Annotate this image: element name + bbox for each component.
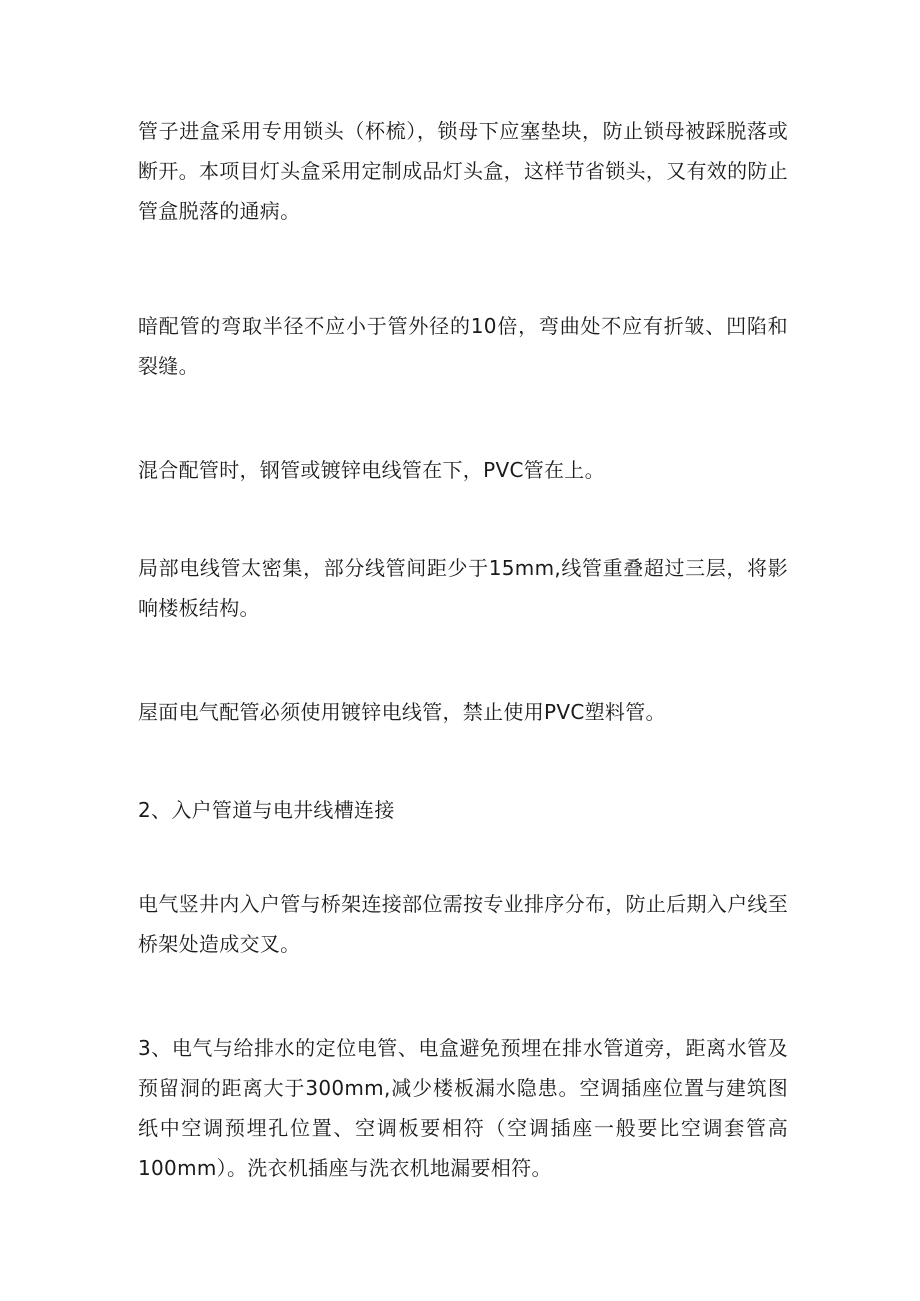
paragraph-mixed-conduit: 混合配管时，钢管或镀锌电线管在下，PVC管在上。 — [138, 458, 605, 482]
paragraph-conduit-box-locknut: 管子进盒采用专用锁头（杯梳），锁母下应塞垫块，防止锁母被踩脱落或断开。本项目灯头盒采用定制成品灯头盒，这样节省锁头，又有效的防止管盒脱落的通病。 — [138, 119, 788, 223]
paragraph-roof-conduit: 屋面电气配管必须使用镀锌电线管，禁止使用PVC塑料管。 — [138, 700, 666, 724]
paragraph-dense-conduit: 局部电线管太密集，部分线管间距少于15mm,线管重叠超过三层，将影响楼板结构。 — [138, 556, 788, 620]
section-heading-2: 2、入户管道与电井线槽连接 — [138, 798, 395, 822]
paragraph-bend-radius: 暗配管的弯取半径不应小于管外径的10倍，弯曲处不应有折皱、凹陷和裂缝。 — [138, 314, 788, 378]
section-3-paragraph: 3、电气与给排水的定位电管、电盒避免预埋在排水管道旁，距离水管及预留洞的距离大于300mm,减少楼板漏水隐患。空调插座位置与建筑图纸中空调预埋孔位置、空调板要相符（空调插座一般要比空调套管高100mm）。洗衣机插座与洗衣机地漏要相符。 — [138, 1036, 788, 1180]
paragraph-shaft-connection: 电气竖井内入户管与桥架连接部位需按专业排序分布，防止后期入户线至桥架处造成交叉。 — [138, 892, 788, 956]
